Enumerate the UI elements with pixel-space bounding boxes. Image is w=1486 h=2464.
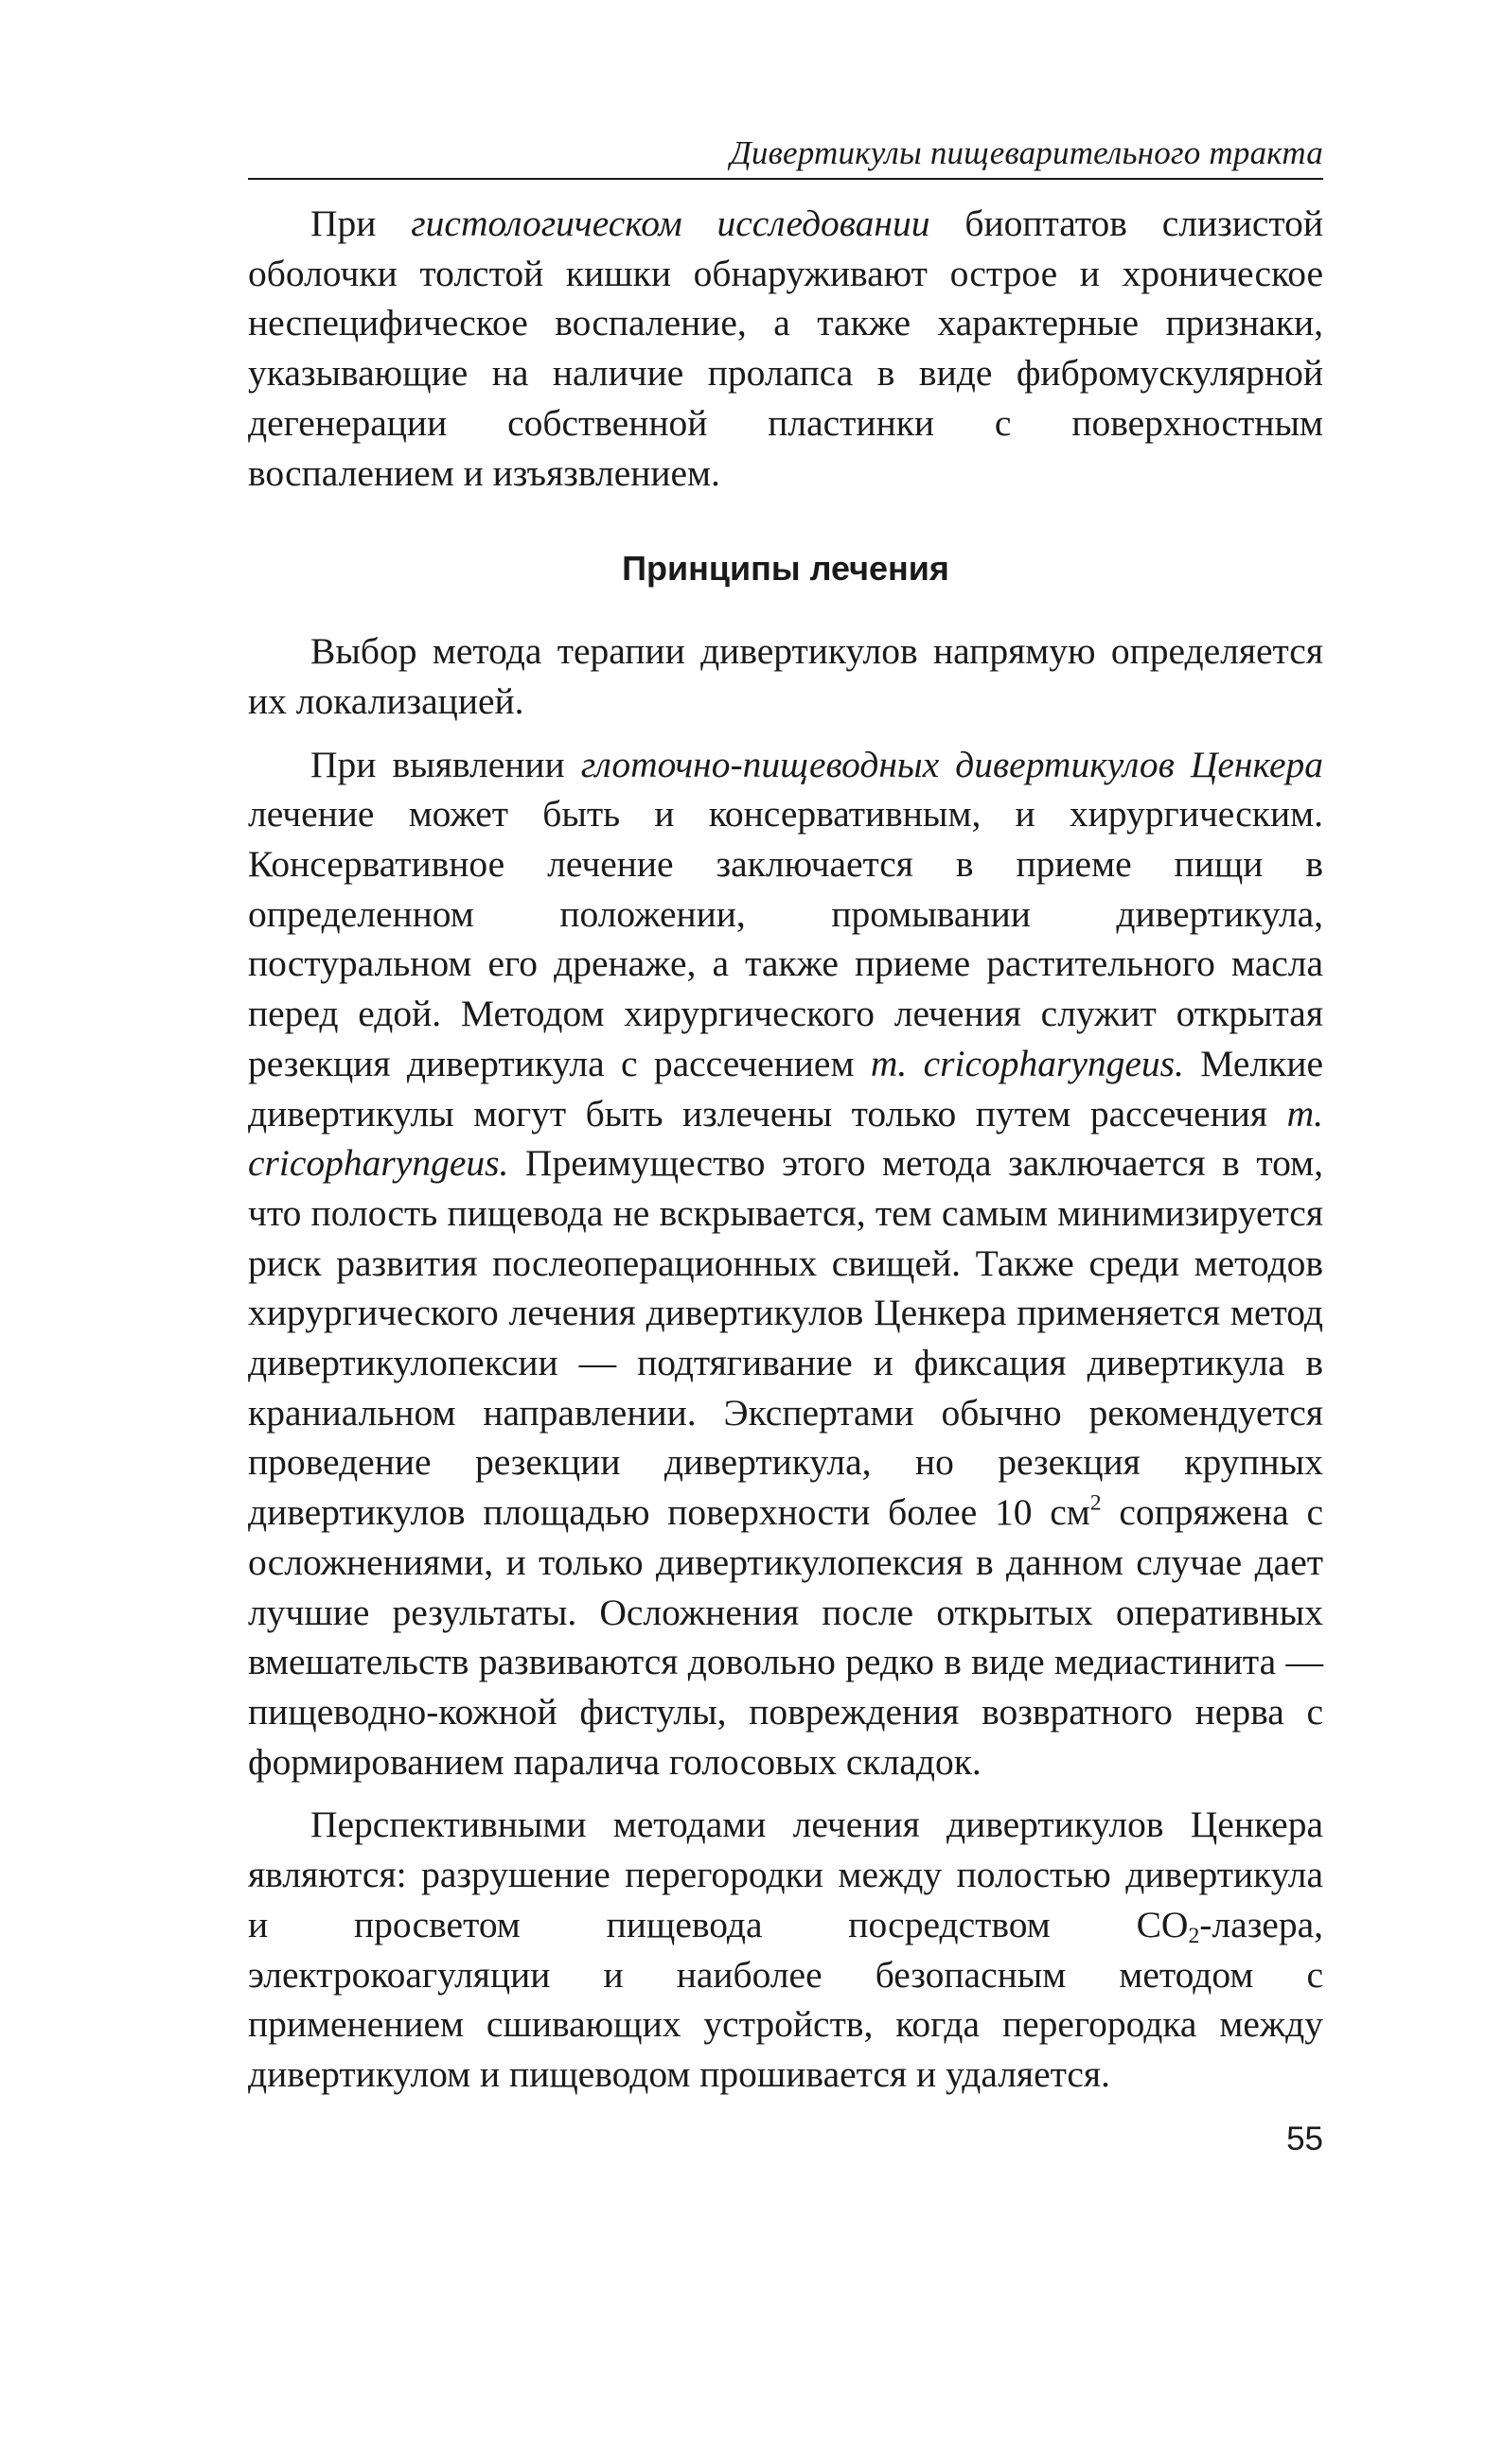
text-run: биоптатов слизистой оболочки толстой кишки обнаруживают острое и хроническое неспецифическое воспаление, а также характерные признаки, указывающие на наличие пролапса в виде фибромускулярной дегенерации собственной пластинки с поверхностным воспалением и изъязвлением. [248,202,1324,494]
section-heading: Принципы лечения [622,549,949,589]
page-number: 55 [1286,2120,1323,2157]
text-run: сопряжена с осложнениями, и только дивертикулопексия в данном случае дает лучшие результаты. Осложнения после открытых оперативных вмешательств развиваются довольно редко в виде медиастинита — пищеводно-кожной фистулы, повреждения возвратного нерва с формированием паралича голосовых складок. [248,1491,1323,1783]
text-run: Перспективными методами лечения дивертикулов Ценкера являются: разрушение перегородки между полостью дивертикула и просветом пищевода посредством CO [248,1804,1323,1945]
text-run: лечение может быть и консервативным, и хирургическим. Консервативное лечение заключается в приеме пищи в определенном положении, промывании дивертикула, постуральном его дренаже, а также приеме растительного масла перед едой. Методом хирургического лечения служит открытая резекция дивертикула с рассечением [248,793,1323,1084]
paragraph-zenker-treatment [248,740,1323,1787]
running-head: Дивертикулы пищеварительного тракта [248,132,1323,180]
text-run: При [310,202,412,244]
text-run: При выявлении [310,743,581,785]
paragraph-histology [248,199,1323,498]
text-run: -лазера, электрокоагуляции и наиболее безопасным методом с применением сшивающих устройств, когда перегородка между дивертикулом и пищеводом прошивается и удаляется. [248,1903,1323,2095]
latin-term: m. cricopharyngeus. [248,1092,1323,1185]
text-run: Выбор метода терапии дивертикулов напрямую определяется их локализацией. [248,630,1323,722]
superscript: 2 [1089,1490,1102,1516]
latin-term: m. cricopharyngeus. [870,1042,1184,1084]
text-run: Преимущество этого метода заключается в том, что полость пищевода не вскрывается, тем самым минимизируется риск развития послеоперационных свищей. Также среди методов хирургического лечения дивертикулов Ценкера применяется метод дивертикулопексии — подтягивание и фиксация дивертикула в краниальном направлении. Экспертами обычно рекомендуется проведение резекции дивертикула, но резекция крупных дивертикулов площадью поверхности более 10 см [248,1142,1323,1534]
paragraph-perspective-methods [248,1800,1323,2099]
italic-term: гистологическом исследовании [411,202,930,244]
italic-term: глоточно-пищеводных дивертикулов Ценкера [580,743,1324,785]
book-page [248,132,1324,2157]
paragraph-method-choice [248,626,1323,726]
text-run: Мелкие дивертикулы могут быть излечены только путем рассечения [248,1042,1323,1135]
subscript: 2 [1188,1923,1200,1948]
